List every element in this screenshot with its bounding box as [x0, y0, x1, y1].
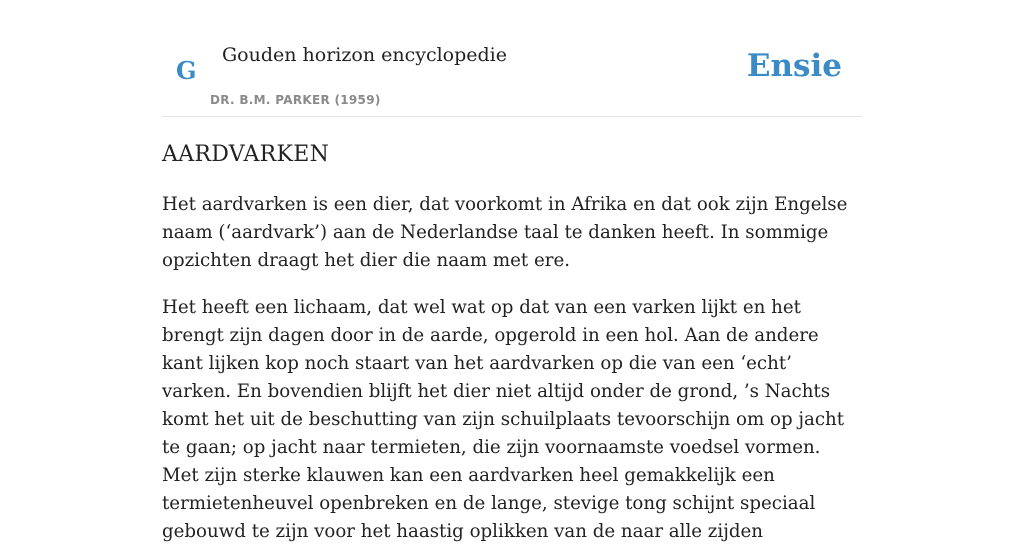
ensie-logo[interactable]: Ensie [746, 48, 842, 84]
article-paragraph: Het heeft een lichaam, dat wel wat op dat van een varken lijkt en het brengt zijn dagen door in de aarde, opgerold in een hol. Aan de andere kant lijken kop noch staart van het aardvarken op die van een ‘echt’ varken. En bovendien blijft het dier niet altijd onder de grond, ’s Nachts komt het uit de beschutting van zijn schuilplaats tevoorschijn om op jacht te gaan; op jacht naar termieten, die zijn voornaamste voedsel vormen. Met zijn sterke klauwen kan een aardvarken heel gemakkelijk een termietenheuvel openbreken en de lange, stevige tong schijnt speciaal gebouwd te zijn voor het haastig oplikken van de naar alle zijden [162, 297, 845, 542]
book-logo-icon[interactable]: G [176, 56, 197, 85]
article-title: AARDVARKEN [162, 142, 330, 167]
article [162, 140, 862, 546]
book-author: DR. B.M. PARKER (1959) [210, 93, 381, 107]
book-title[interactable]: Gouden horizon encyclopedie [222, 44, 507, 66]
page-header [162, 0, 862, 117]
article-paragraph: Het aardvarken is een dier, dat voorkomt in Afrika en dat ook zijn Engelse naam (‘aardvark’) aan de Nederlandse taal te danken heeft. In sommige opzichten draagt het dier die naam met ere. [162, 194, 848, 271]
